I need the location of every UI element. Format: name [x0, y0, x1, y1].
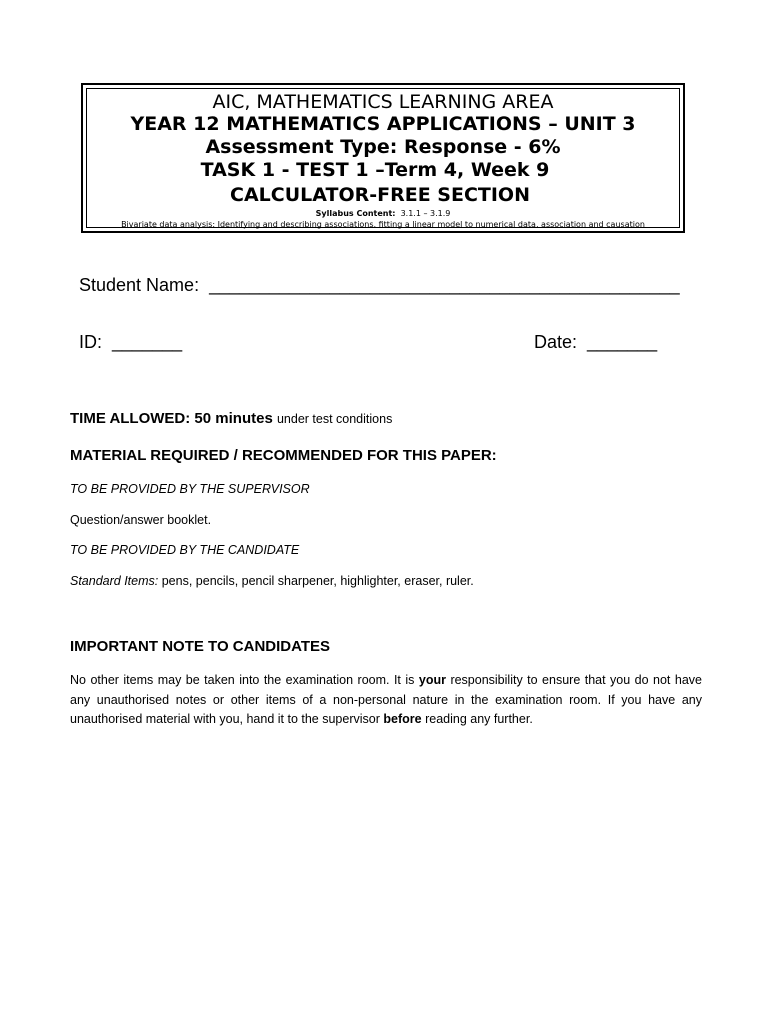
- standard-items-list: pens, pencils, pencil sharpener, highlighter, eraser, ruler.: [161, 574, 474, 588]
- student-name-field[interactable]: [79, 275, 680, 296]
- supervisor-heading: TO BE PROVIDED BY THE SUPERVISOR: [70, 482, 310, 496]
- note-text-2: responsibility to ensure that you do not have any unauthorised notes or other items of a non-personal nature in the examination room. If you have any unauthorised material with you, hand it to the supervisor: [70, 673, 702, 726]
- material-heading: MATERIAL REQUIRED / RECOMMENDED FOR THIS PAPER:: [70, 447, 497, 464]
- supervisor-items: Question/answer booklet.: [70, 513, 212, 527]
- assessment-type: Assessment Type: Response - 6%: [205, 136, 561, 158]
- time-allowed-label: TIME ALLOWED: 50 minutes: [70, 410, 273, 427]
- syllabus-content: [87, 209, 679, 218]
- section-title: CALCULATOR-FREE SECTION: [230, 184, 530, 206]
- learning-area-title: AIC, MATHEMATICS LEARNING AREA: [212, 91, 554, 113]
- date-field[interactable]: [534, 332, 657, 353]
- note-emphasis-before: before: [383, 712, 422, 726]
- time-allowed-note: under test conditions: [276, 412, 393, 426]
- header-inner-frame: [86, 88, 680, 228]
- time-allowed: [70, 410, 392, 427]
- id-label: ID:: [79, 332, 103, 352]
- date-blank[interactable]: _______: [587, 332, 658, 352]
- header-box: [81, 83, 685, 233]
- standard-items-label: Standard Items:: [70, 574, 159, 588]
- note-emphasis-your: your: [418, 673, 446, 687]
- student-name-blank[interactable]: _______________________________________________: [209, 275, 680, 295]
- topic-description: Bivariate data analysis: Identifying and describing associations, fitting a linear model to numerical data, association and causation: [121, 220, 645, 229]
- note-text-1: No other items may be taken into the examination room. It is: [70, 673, 415, 687]
- id-field[interactable]: [79, 332, 182, 353]
- student-name-label: Student Name:: [79, 275, 200, 295]
- standard-items: [70, 574, 474, 588]
- syllabus-range: 3.1.1 – 3.1.9: [400, 209, 451, 218]
- note-text-3: reading any further.: [425, 712, 533, 726]
- syllabus-label: Syllabus Content:: [315, 209, 396, 218]
- candidate-heading: TO BE PROVIDED BY THE CANDIDATE: [70, 543, 300, 557]
- date-label: Date:: [534, 332, 578, 352]
- important-note-paragraph: [70, 671, 702, 730]
- id-blank[interactable]: _______: [112, 332, 183, 352]
- important-note-heading: IMPORTANT NOTE TO CANDIDATES: [70, 638, 330, 655]
- course-title: YEAR 12 MATHEMATICS APPLICATIONS – UNIT 3: [130, 113, 636, 135]
- task-title: TASK 1 - TEST 1 –Term 4, Week 9: [200, 159, 550, 181]
